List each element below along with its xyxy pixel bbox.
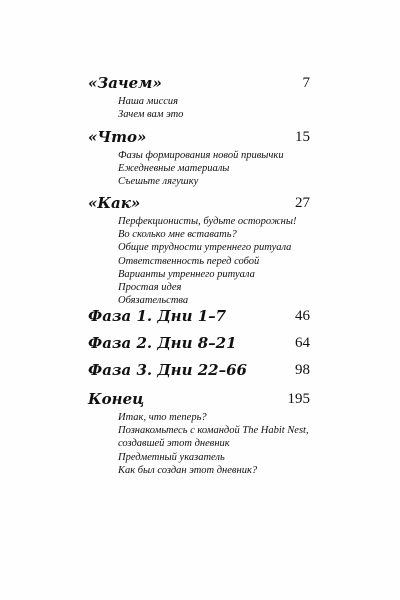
toc-subentry: Зачем вам это <box>118 109 184 121</box>
toc-subentry: Общие трудности утреннего ритуала <box>118 242 292 254</box>
toc-subentries <box>88 215 310 307</box>
toc-page-number: 64 <box>295 335 310 351</box>
toc-heading-row <box>88 389 310 411</box>
toc-heading: Фаза 3. Дни 22–66 <box>88 361 247 379</box>
toc-heading-row <box>88 73 310 95</box>
toc-heading-row <box>88 193 310 215</box>
toc-page-number: 27 <box>295 195 310 211</box>
toc-subentry: Простая идея <box>118 282 182 294</box>
toc-subentry: Перфекционисты, будьте осторожны! <box>118 216 297 227</box>
toc-heading: Конец <box>88 390 145 408</box>
toc-subentry: Предметный указатель <box>118 451 225 463</box>
toc-page-number: 15 <box>295 129 310 145</box>
toc-section-end <box>88 389 310 477</box>
toc-heading-row <box>88 306 310 328</box>
toc-page-number: 7 <box>302 75 310 91</box>
toc-section-how <box>88 193 310 307</box>
toc-subentry: Варианты утреннего ритуала <box>118 268 255 280</box>
toc-subentry: Итак, что теперь? <box>118 412 207 423</box>
toc-subentry: Съешьте лягушку <box>118 176 199 188</box>
toc-heading-row <box>88 127 310 149</box>
toc-subentries <box>88 411 310 477</box>
toc-subentries <box>88 95 310 121</box>
toc-page-number: 98 <box>295 362 310 378</box>
toc-subentry: Обязательства <box>118 295 189 307</box>
toc-page-number: 46 <box>295 308 310 324</box>
toc-section-phase-3 <box>88 360 310 382</box>
toc-heading: «Как» <box>88 194 141 212</box>
toc-subentry: Ответственность перед собой <box>118 255 260 267</box>
toc-heading-row <box>88 360 310 382</box>
toc-subentry: Наша миссия <box>118 96 179 107</box>
toc-subentry: Во сколько мне вставать? <box>118 229 237 241</box>
toc-page-number: 195 <box>287 391 310 407</box>
toc-subentries <box>88 149 310 189</box>
toc-section-what <box>88 127 310 189</box>
toc-subentry: Фазы формирования новой привычки <box>118 150 284 161</box>
toc-section-phase-2 <box>88 333 310 355</box>
toc-heading: «Зачем» <box>88 74 162 92</box>
toc-section-phase-1 <box>88 306 310 328</box>
toc-heading-row <box>88 333 310 355</box>
toc-heading: Фаза 1. Дни 1–7 <box>88 307 227 325</box>
toc-subentry: Как был создан этот дневник? <box>118 464 258 476</box>
toc-heading: Фаза 2. Дни 8–21 <box>88 334 237 352</box>
toc-subentry: создавшей этот дневник <box>118 438 230 450</box>
toc-heading: «Что» <box>88 128 147 146</box>
toc-section-why <box>88 73 310 121</box>
toc-subentry: Познакомьтесь с командой The Habit Nest, <box>118 425 309 437</box>
toc-subentry: Ежедневные материалы <box>118 163 230 175</box>
